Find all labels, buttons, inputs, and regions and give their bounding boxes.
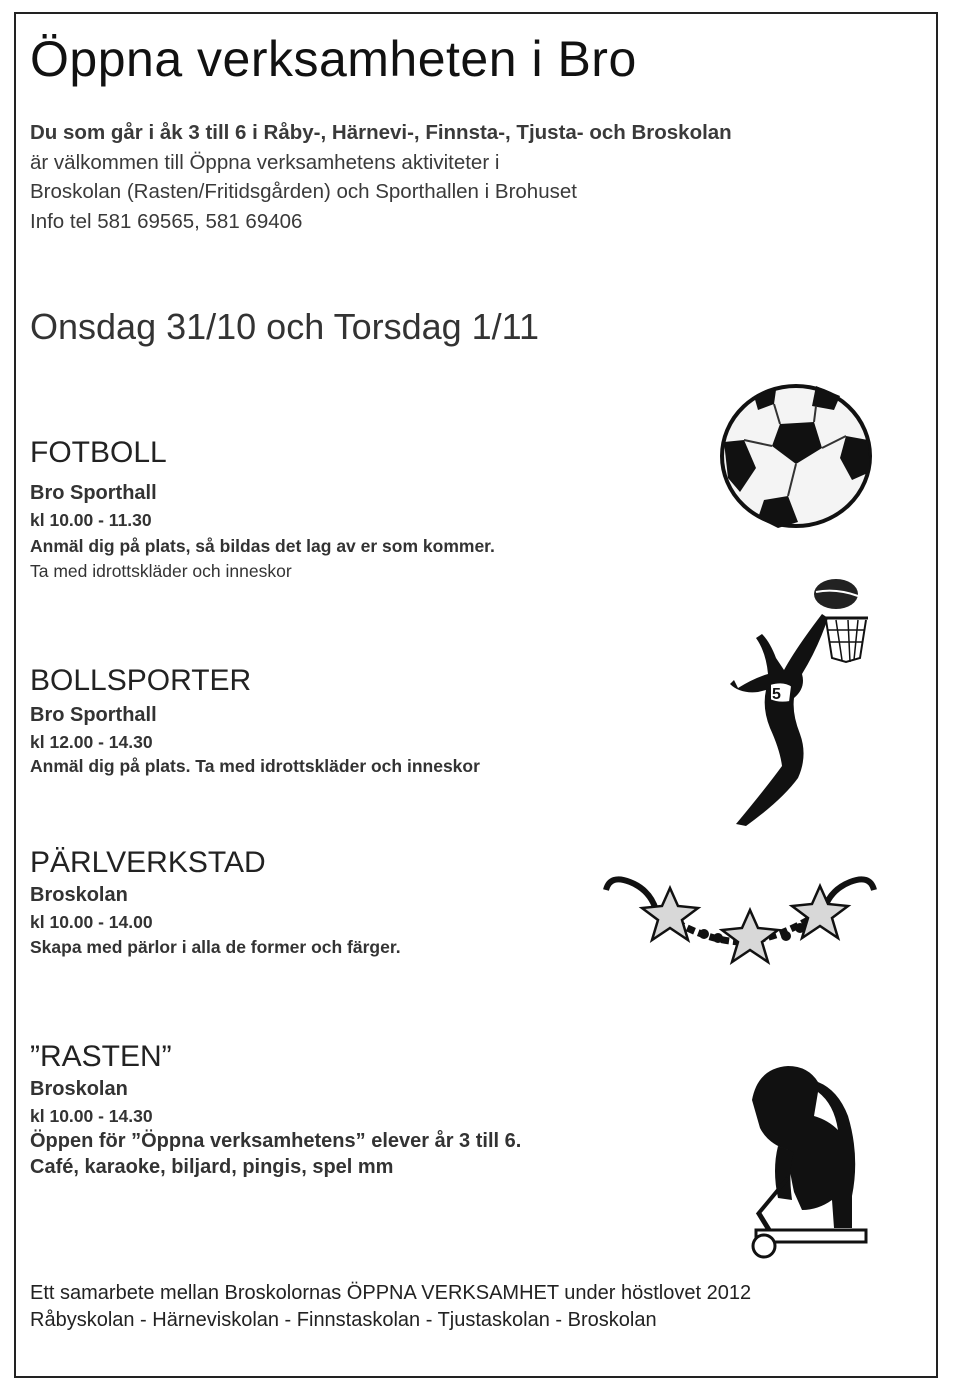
fotboll-heading: FOTBOLL xyxy=(30,436,167,469)
parlverkstad-time: kl 10.00 - 14.00 xyxy=(30,912,153,932)
basketball-player-icon xyxy=(726,578,876,828)
rasten-note-1: Öppen för ”Öppna verksamhetens” elever år 3 till 6. xyxy=(30,1130,522,1152)
bollsporter-note: Anmäl dig på plats. Ta med idrottskläder och inneskor xyxy=(30,756,480,776)
rasten-place: Broskolan xyxy=(30,1078,128,1100)
fotboll-time: kl 10.00 - 11.30 xyxy=(30,510,152,530)
event-dates: Onsdag 31/10 och Torsdag 1/11 xyxy=(30,306,540,347)
parlverkstad-place: Broskolan xyxy=(30,884,128,906)
bead-garland-icon xyxy=(600,870,880,980)
parlverkstad-heading: PÄRLVERKSTAD xyxy=(30,846,266,879)
fotboll-place: Bro Sporthall xyxy=(30,482,157,504)
intro-line-3: Broskolan (Rasten/Fritidsgården) och Sporthallen i Brohuset xyxy=(30,180,577,203)
intro-line-4: Info tel 581 69565, 581 69406 xyxy=(30,209,303,233)
intro-text xyxy=(30,118,732,236)
rasten-heading: ”RASTEN” xyxy=(30,1040,172,1073)
rasten-time: kl 10.00 - 14.30 xyxy=(30,1106,153,1126)
fotboll-note-1: Anmäl dig på plats, så bildas det lag av er som kommer. xyxy=(30,536,495,556)
intro-line-1: Du som går i åk 3 till 6 i Råby-, Härnevi-, Finnsta-, Tjusta- och Broskolan xyxy=(30,121,732,144)
soccer-ball-icon xyxy=(718,382,874,530)
billiard-player-icon xyxy=(748,1060,868,1260)
fotboll-note-2: Ta med idrottskläder och inneskor xyxy=(30,561,292,581)
bollsporter-place: Bro Sporthall xyxy=(30,704,157,726)
parlverkstad-note: Skapa med pärlor i alla de former och färger. xyxy=(30,937,401,957)
footer-line-1: Ett samarbete mellan Broskolornas ÖPPNA VERKSAMHET under höstlovet 2012 xyxy=(30,1282,752,1304)
intro-line-2: är välkommen till Öppna verksamhetens aktiviteter i xyxy=(30,150,500,174)
bollsporter-heading: BOLLSPORTER xyxy=(30,664,252,697)
bollsporter-time: kl 12.00 - 14.30 xyxy=(30,732,153,752)
jersey-number: 5 xyxy=(772,686,781,703)
page-title: Öppna verksamheten i Bro xyxy=(30,31,637,87)
footer-line-2: Råbyskolan - Härneviskolan - Finnstaskolan - Tjustaskolan - Broskolan xyxy=(30,1309,657,1331)
footer xyxy=(30,1280,751,1334)
rasten-note-2: Café, karaoke, biljard, pingis, spel mm xyxy=(30,1156,394,1178)
